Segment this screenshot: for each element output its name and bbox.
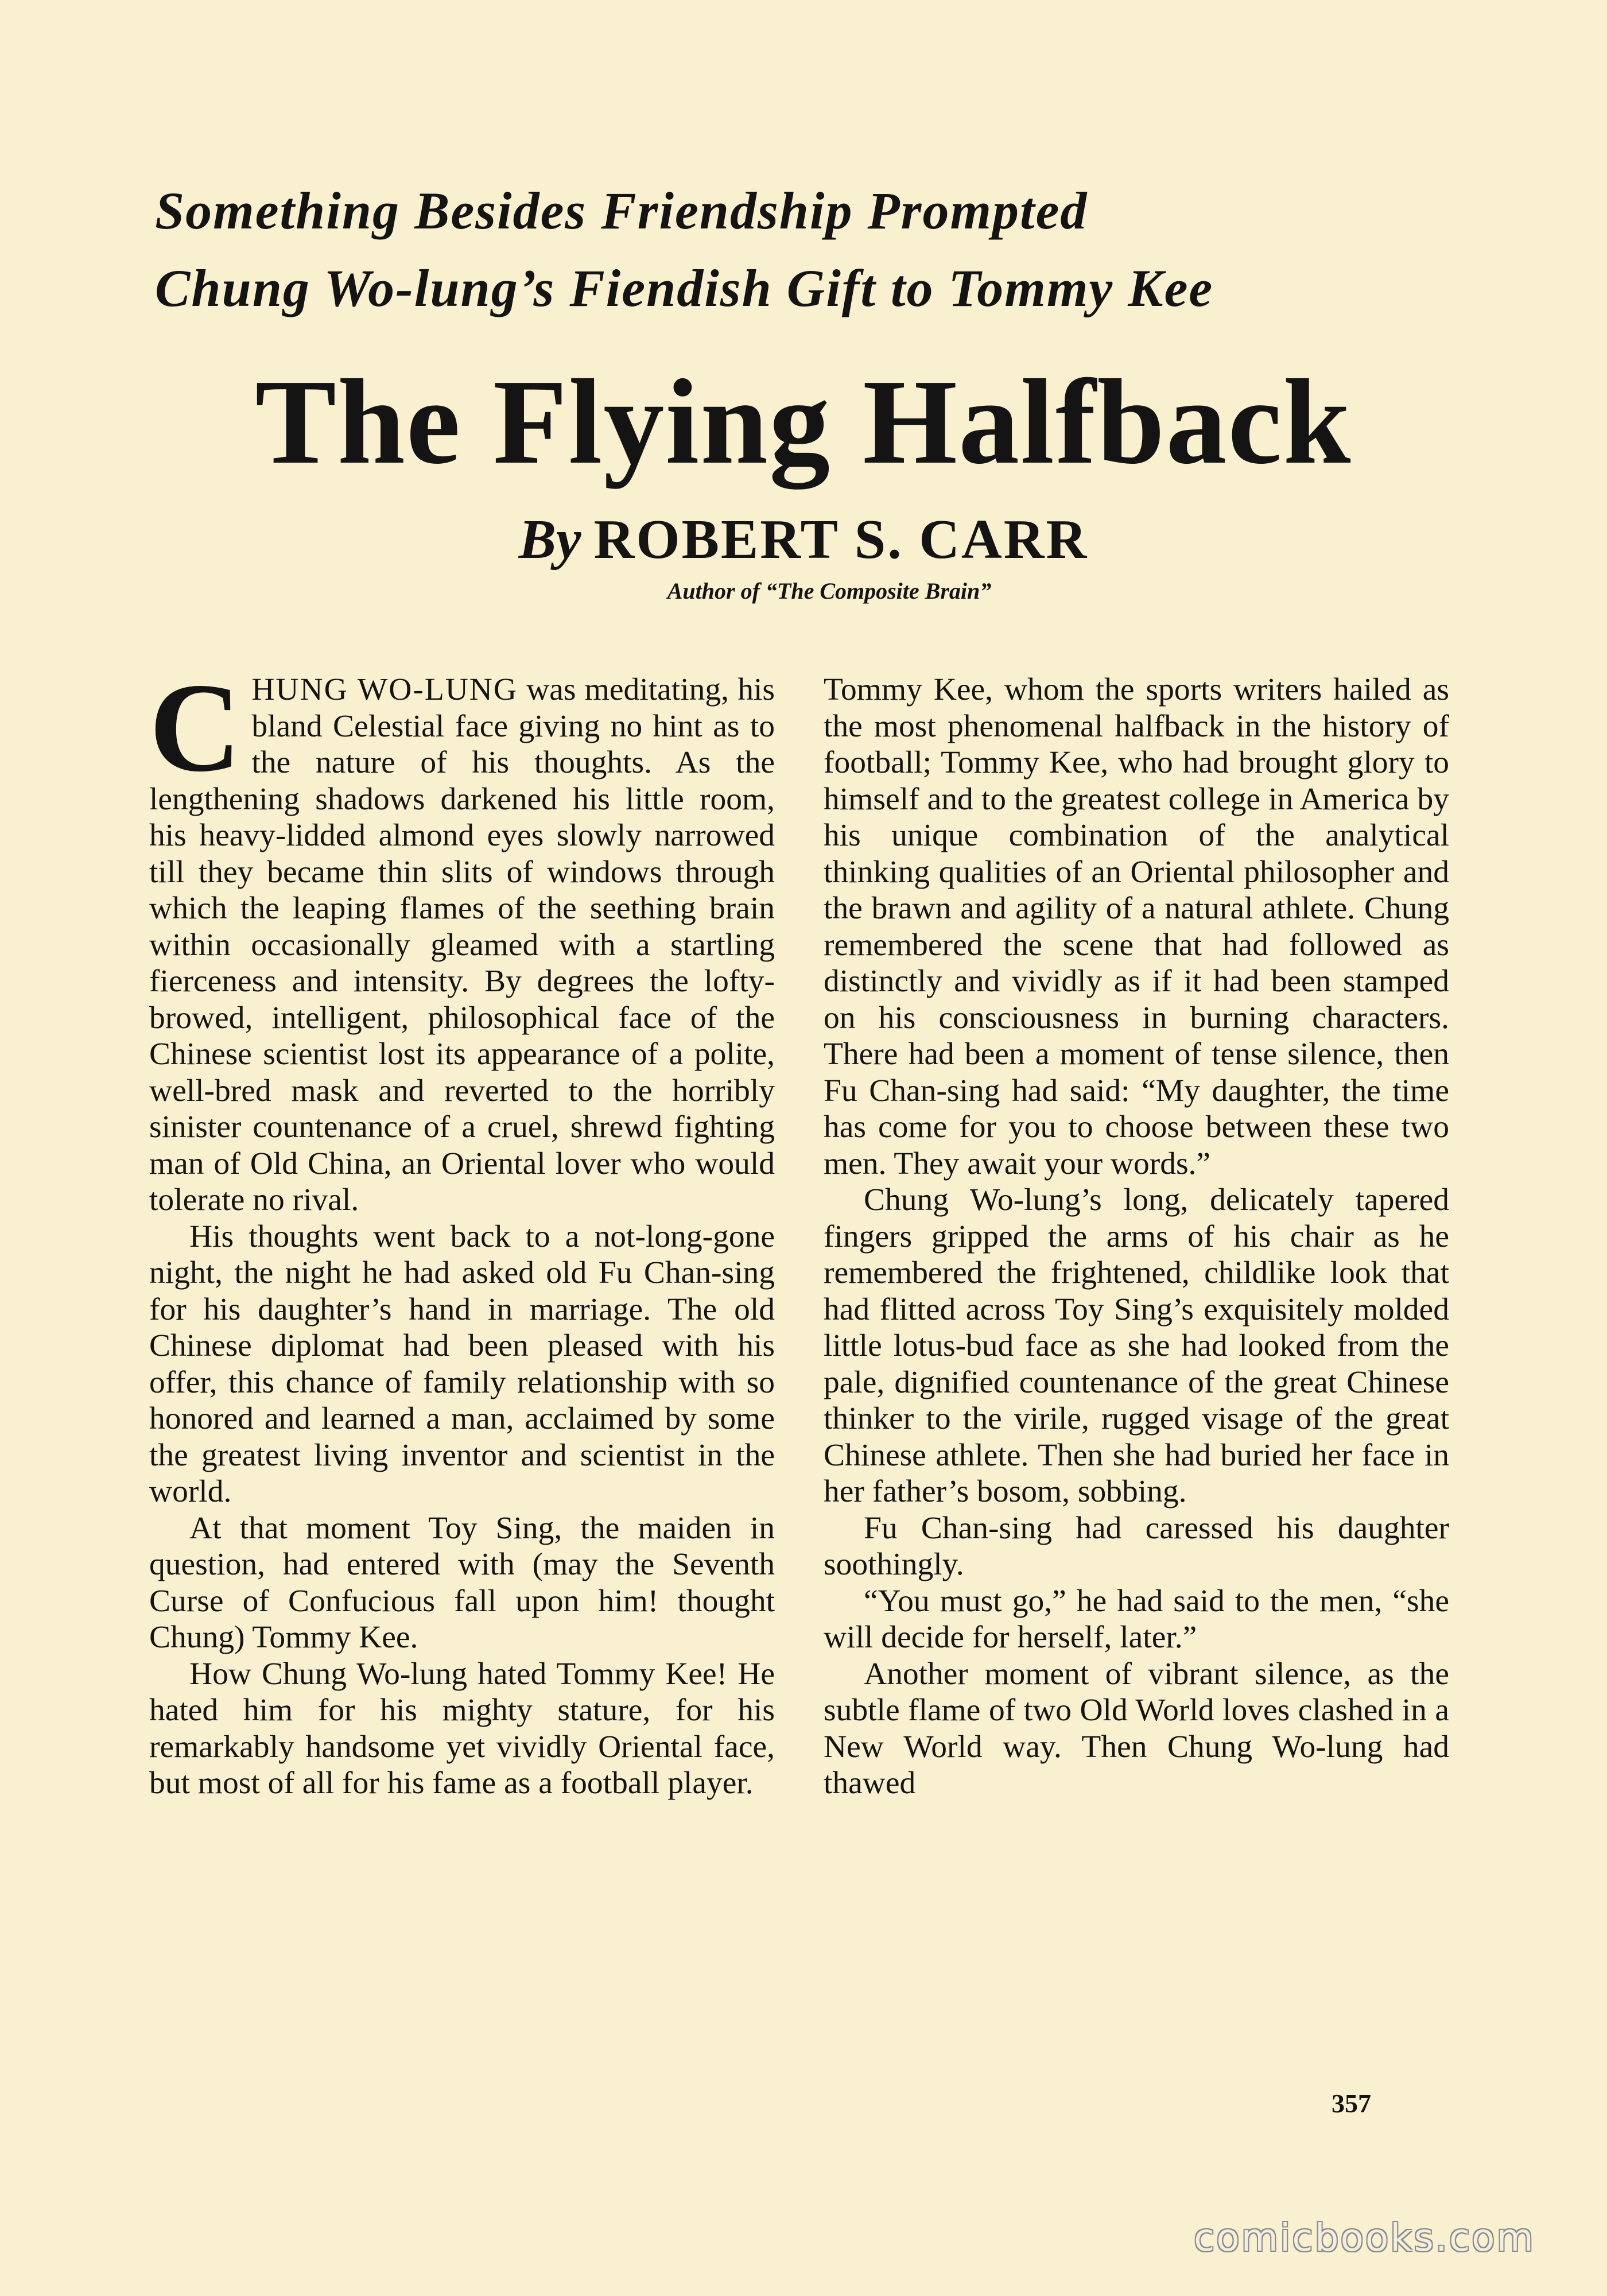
paragraph: Chung Wo-lung’s long, delicately tapered fingers gripped the arms of his chair as he remembered the frightened, childlike look that had flitted across Toy Sing’s exquisitely molded little lotus-bud face as she had looked from the pale, dignified countenance of the great Chinese thinker to the virile, rugged visage of the great Chinese athlete. Then she had buried her face in her father’s bosom, sobbing.: [824, 1182, 1449, 1509]
paragraph: “You must go,” he had said to the men, “she will decide for herself, later.”: [824, 1583, 1449, 1655]
site-watermark: comicbooks.com: [1194, 2216, 1535, 2260]
byline-by: By: [518, 509, 581, 571]
paragraph: At that moment Toy Sing, the maiden in question, had entered with (may the Seventh Curse of Confucious fall upon him! thought Chung) Tommy Kee.: [149, 1510, 775, 1655]
author-name: ROBERT S. CARR: [593, 509, 1089, 571]
opening-words: HUNG WO-LUNG: [251, 672, 518, 707]
tagline-line-2: Chung Wo-lung’s Fiendish Gift to Tommy Kee: [155, 259, 1214, 317]
paragraph: Another moment of vibrant silence, as the subtle flame of two Old World loves clashed in a New World way. Then Chung Wo-lung had thawed: [824, 1656, 1449, 1801]
paragraph: His thoughts went back to a not-long-gone night, the night he had asked old Fu Chan-sing for his daughter’s hand in marriage. The old Chinese diplomat had been pleased with his offer, this chance of family relationship with so honored and learned a man, acclaimed by some the greatest living inventor and scientist in the world.: [149, 1219, 775, 1509]
page-number: 357: [1332, 2089, 1371, 2118]
drop-cap: C: [149, 657, 242, 798]
tagline-line-1: Something Besides Friendship Prompted: [155, 181, 1088, 240]
story-tagline: [155, 172, 1475, 327]
paragraph: Fu Chan-sing had caressed his daughter soothingly.: [824, 1510, 1449, 1582]
byline: [0, 508, 1607, 571]
right-column: [824, 672, 1449, 1802]
story-title: The Flying Halfback: [255, 354, 1352, 489]
paragraph: [149, 657, 775, 1219]
paragraph: How Chung Wo-lung hated Tommy Kee! He hated him for his mighty stature, for his remarkably handsome yet vividly Oriental face, but most of all for his fame as a football player.: [149, 1656, 775, 1801]
paragraph-text: was meditating, his bland Celestial face giving no hint as to the nature of his thoughts. As the lengthening shadows darkened his little room, his heavy-lidded almond eyes slowly narrowed till they became thin slits of windows through which the leaping flames of the seething brain within occasionally gleamed with a startling fierceness and intensity. By degrees the lofty-browed, intelligent, philosophical face of the Chinese scientist lost its appearance of a polite, well-bred mask and reverted to the horribly sinister countenance of a cruel, shrewd fighting man of Old China, an Oriental lover who would tolerate no rival.: [149, 672, 775, 1217]
paragraph: Tommy Kee, whom the sports writers hailed as the most phenomenal halfback in the history of football; Tommy Kee, who had brought glory to himself and to the greatest college in America by his unique combination of the analytical thinking qualities of an Oriental philosopher and the brawn and agility of a natural athlete. Chung remembered the scene that had followed as distinctly and vividly as if it had been stamped on his consciousness in burning characters. There had been a moment of tense silence, then Fu Chan-sing had said: “My daughter, the time has come for you to choose between these two men. They await your words.”: [824, 672, 1449, 1181]
left-column: [149, 657, 775, 1802]
author-credit: Author of “The Composite Brain”: [667, 578, 992, 604]
